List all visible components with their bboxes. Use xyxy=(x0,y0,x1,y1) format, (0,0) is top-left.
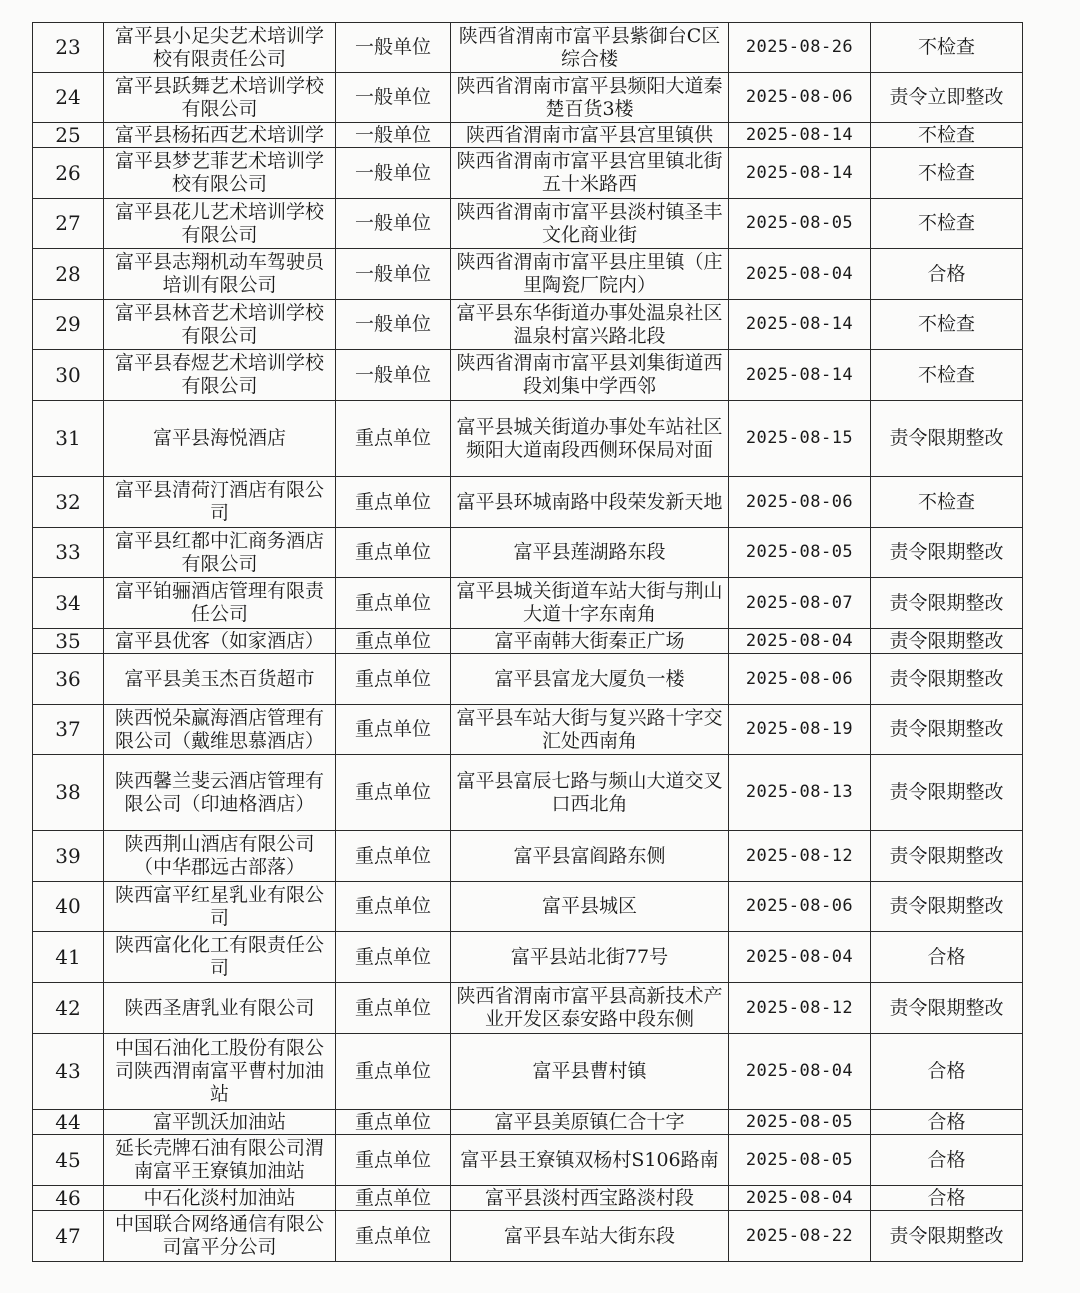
table-body xyxy=(33,23,1023,1262)
table-row xyxy=(33,629,1023,654)
inspection-result: 合格 xyxy=(871,1034,1023,1110)
unit-address: 陕西省渭南市富平县刘集街道西段刘集中学西邻 xyxy=(451,350,729,401)
unit-name: 陕西悦朵赢海酒店管理有限公司（戴维思慕酒店） xyxy=(104,705,336,755)
unit-name: 富平县林音艺术培训学校有限公司 xyxy=(104,300,336,350)
unit-name: 陕西富平红星乳业有限公司 xyxy=(104,882,336,932)
inspection-date: 2025-08-04 xyxy=(729,932,871,983)
unit-address: 富平县淡村西宝路淡村段 xyxy=(451,1186,729,1211)
unit-level: 一般单位 xyxy=(336,123,451,148)
inspection-date: 2025-08-26 xyxy=(729,23,871,73)
unit-address: 富平县富龙大厦负一楼 xyxy=(451,654,729,705)
inspection-result: 合格 xyxy=(871,1110,1023,1135)
unit-level: 一般单位 xyxy=(336,148,451,199)
inspection-date: 2025-08-14 xyxy=(729,123,871,148)
unit-address: 富平县富辰七路与频山大道交叉口西北角 xyxy=(451,755,729,831)
unit-name: 富平县清荷汀酒店有限公司 xyxy=(104,477,336,528)
unit-level: 一般单位 xyxy=(336,300,451,350)
inspection-date: 2025-08-15 xyxy=(729,401,871,477)
unit-level: 一般单位 xyxy=(336,199,451,249)
table-row xyxy=(33,578,1023,629)
inspection-date: 2025-08-06 xyxy=(729,654,871,705)
unit-name: 陕西荆山酒店有限公司（中华郡远古部落） xyxy=(104,831,336,882)
row-number: 44 xyxy=(33,1110,104,1135)
table-row xyxy=(33,528,1023,578)
unit-address: 陕西省渭南市富平县频阳大道秦楚百货3楼 xyxy=(451,73,729,123)
inspection-date: 2025-08-12 xyxy=(729,983,871,1034)
table-row xyxy=(33,249,1023,300)
inspection-date: 2025-08-19 xyxy=(729,705,871,755)
unit-name: 陕西馨兰斐云酒店管理有限公司（印迪格酒店） xyxy=(104,755,336,831)
unit-address: 富平县美原镇仁合十字 xyxy=(451,1110,729,1135)
unit-address: 富平县王寮镇双杨村S106路南 xyxy=(451,1135,729,1186)
inspection-date: 2025-08-05 xyxy=(729,1135,871,1186)
table-row xyxy=(33,477,1023,528)
row-number: 39 xyxy=(33,831,104,882)
unit-level: 重点单位 xyxy=(336,983,451,1034)
table-row xyxy=(33,932,1023,983)
unit-name: 富平县杨拓西艺术培训学 xyxy=(104,123,336,148)
unit-level: 重点单位 xyxy=(336,401,451,477)
table-row xyxy=(33,123,1023,148)
row-number: 41 xyxy=(33,932,104,983)
unit-address: 富平县曹村镇 xyxy=(451,1034,729,1110)
table-row xyxy=(33,755,1023,831)
unit-name: 陕西圣唐乳业有限公司 xyxy=(104,983,336,1034)
inspection-records-table xyxy=(32,22,1023,1262)
row-number: 38 xyxy=(33,755,104,831)
inspection-result: 不检查 xyxy=(871,199,1023,249)
unit-address: 富平县城关街道车站大街与荆山大道十字东南角 xyxy=(451,578,729,629)
unit-address: 陕西省渭南市富平县宫里镇供 xyxy=(451,123,729,148)
table-row xyxy=(33,831,1023,882)
unit-name: 富平县跃舞艺术培训学校有限公司 xyxy=(104,73,336,123)
unit-address: 富平县东华街道办事处温泉社区温泉村富兴路北段 xyxy=(451,300,729,350)
inspection-date: 2025-08-13 xyxy=(729,755,871,831)
unit-name: 富平铂骊酒店管理有限责任公司 xyxy=(104,578,336,629)
unit-name: 富平县春煜艺术培训学校有限公司 xyxy=(104,350,336,401)
unit-name: 富平县花儿艺术培训学校有限公司 xyxy=(104,199,336,249)
table-row xyxy=(33,23,1023,73)
table-row xyxy=(33,199,1023,249)
inspection-result: 合格 xyxy=(871,249,1023,300)
unit-level: 重点单位 xyxy=(336,831,451,882)
row-number: 35 xyxy=(33,629,104,654)
unit-level: 重点单位 xyxy=(336,1211,451,1262)
unit-level: 重点单位 xyxy=(336,654,451,705)
row-number: 46 xyxy=(33,1186,104,1211)
unit-address: 富平县车站大街与复兴路十字交汇处西南角 xyxy=(451,705,729,755)
row-number: 40 xyxy=(33,882,104,932)
inspection-result: 责令限期整改 xyxy=(871,983,1023,1034)
inspection-date: 2025-08-04 xyxy=(729,1034,871,1110)
inspection-result: 责令限期整改 xyxy=(871,1211,1023,1262)
unit-name: 富平凯沃加油站 xyxy=(104,1110,336,1135)
row-number: 45 xyxy=(33,1135,104,1186)
unit-address: 陕西省渭南市富平县紫御台C区综合楼 xyxy=(451,23,729,73)
inspection-result: 合格 xyxy=(871,932,1023,983)
row-number: 27 xyxy=(33,199,104,249)
unit-address: 陕西省渭南市富平县高新技术产业开发区泰安路中段东侧 xyxy=(451,983,729,1034)
table-row xyxy=(33,350,1023,401)
inspection-date: 2025-08-05 xyxy=(729,199,871,249)
inspection-result: 责令限期整改 xyxy=(871,882,1023,932)
inspection-result: 不检查 xyxy=(871,23,1023,73)
table-row xyxy=(33,300,1023,350)
row-number: 23 xyxy=(33,23,104,73)
inspection-result: 不检查 xyxy=(871,350,1023,401)
unit-name: 中国石油化工股份有限公司陕西渭南富平曹村加油站 xyxy=(104,1034,336,1110)
inspection-result: 责令限期整改 xyxy=(871,705,1023,755)
inspection-result: 不检查 xyxy=(871,300,1023,350)
row-number: 25 xyxy=(33,123,104,148)
inspection-result: 合格 xyxy=(871,1135,1023,1186)
unit-address: 富平县富阎路东侧 xyxy=(451,831,729,882)
inspection-result: 责令限期整改 xyxy=(871,629,1023,654)
inspection-result: 责令立即整改 xyxy=(871,73,1023,123)
unit-address: 富平县车站大街东段 xyxy=(451,1211,729,1262)
unit-level: 重点单位 xyxy=(336,477,451,528)
unit-level: 重点单位 xyxy=(336,882,451,932)
unit-name: 富平县小足尖艺术培训学校有限责任公司 xyxy=(104,23,336,73)
inspection-result: 不检查 xyxy=(871,477,1023,528)
table-row xyxy=(33,654,1023,705)
unit-level: 重点单位 xyxy=(336,932,451,983)
inspection-date: 2025-08-04 xyxy=(729,249,871,300)
unit-name: 富平县优客（如家酒店） xyxy=(104,629,336,654)
unit-level: 重点单位 xyxy=(336,755,451,831)
inspection-result: 合格 xyxy=(871,1186,1023,1211)
inspection-result: 不检查 xyxy=(871,148,1023,199)
unit-level: 重点单位 xyxy=(336,528,451,578)
row-number: 32 xyxy=(33,477,104,528)
unit-name: 富平县海悦酒店 xyxy=(104,401,336,477)
unit-level: 一般单位 xyxy=(336,23,451,73)
table-row xyxy=(33,983,1023,1034)
inspection-date: 2025-08-06 xyxy=(729,477,871,528)
unit-level: 一般单位 xyxy=(336,350,451,401)
row-number: 47 xyxy=(33,1211,104,1262)
inspection-result: 责令限期整改 xyxy=(871,401,1023,477)
row-number: 36 xyxy=(33,654,104,705)
inspection-date: 2025-08-07 xyxy=(729,578,871,629)
table-row xyxy=(33,148,1023,199)
unit-name: 富平县红都中汇商务酒店有限公司 xyxy=(104,528,336,578)
row-number: 26 xyxy=(33,148,104,199)
row-number: 29 xyxy=(33,300,104,350)
unit-name: 陕西富化化工有限责任公司 xyxy=(104,932,336,983)
unit-level: 重点单位 xyxy=(336,1135,451,1186)
row-number: 31 xyxy=(33,401,104,477)
unit-address: 富平县城关街道办事处车站社区频阳大道南段西侧环保局对面 xyxy=(451,401,729,477)
table-row xyxy=(33,705,1023,755)
row-number: 24 xyxy=(33,73,104,123)
inspection-result: 责令限期整改 xyxy=(871,528,1023,578)
row-number: 37 xyxy=(33,705,104,755)
table-row xyxy=(33,1211,1023,1262)
inspection-result: 责令限期整改 xyxy=(871,831,1023,882)
row-number: 33 xyxy=(33,528,104,578)
unit-address: 富平县城区 xyxy=(451,882,729,932)
table-row xyxy=(33,1135,1023,1186)
inspection-date: 2025-08-22 xyxy=(729,1211,871,1262)
unit-level: 重点单位 xyxy=(336,705,451,755)
inspection-result: 不检查 xyxy=(871,123,1023,148)
inspection-date: 2025-08-14 xyxy=(729,148,871,199)
inspection-result: 责令限期整改 xyxy=(871,578,1023,629)
unit-level: 一般单位 xyxy=(336,249,451,300)
inspection-date: 2025-08-06 xyxy=(729,73,871,123)
inspection-date: 2025-08-04 xyxy=(729,1186,871,1211)
unit-name: 富平县志翔机动车驾驶员培训有限公司 xyxy=(104,249,336,300)
unit-level: 重点单位 xyxy=(336,578,451,629)
table-row xyxy=(33,401,1023,477)
inspection-result: 责令限期整改 xyxy=(871,654,1023,705)
unit-address: 富平县环城南路中段荣发新天地 xyxy=(451,477,729,528)
inspection-date: 2025-08-04 xyxy=(729,629,871,654)
inspection-date: 2025-08-14 xyxy=(729,300,871,350)
table-row xyxy=(33,1186,1023,1211)
unit-address: 富平县站北街77号 xyxy=(451,932,729,983)
row-number: 42 xyxy=(33,983,104,1034)
unit-level: 重点单位 xyxy=(336,629,451,654)
inspection-date: 2025-08-14 xyxy=(729,350,871,401)
unit-name: 中石化淡村加油站 xyxy=(104,1186,336,1211)
unit-address: 陕西省渭南市富平县宫里镇北街五十米路西 xyxy=(451,148,729,199)
unit-level: 一般单位 xyxy=(336,73,451,123)
inspection-result: 责令限期整改 xyxy=(871,755,1023,831)
unit-name: 中国联合网络通信有限公司富平分公司 xyxy=(104,1211,336,1262)
unit-address: 陕西省渭南市富平县淡村镇圣丰文化商业街 xyxy=(451,199,729,249)
inspection-date: 2025-08-06 xyxy=(729,882,871,932)
row-number: 43 xyxy=(33,1034,104,1110)
unit-level: 重点单位 xyxy=(336,1034,451,1110)
unit-level: 重点单位 xyxy=(336,1110,451,1135)
table-row xyxy=(33,882,1023,932)
unit-level: 重点单位 xyxy=(336,1186,451,1211)
inspection-date: 2025-08-05 xyxy=(729,528,871,578)
unit-name: 延长壳牌石油有限公司渭南富平王寮镇加油站 xyxy=(104,1135,336,1186)
unit-name: 富平县美玉杰百货超市 xyxy=(104,654,336,705)
unit-name: 富平县梦艺菲艺术培训学校有限公司 xyxy=(104,148,336,199)
row-number: 28 xyxy=(33,249,104,300)
table-row xyxy=(33,73,1023,123)
unit-address: 陕西省渭南市富平县庄里镇（庄里陶瓷厂院内） xyxy=(451,249,729,300)
unit-address: 富平南韩大街秦正广场 xyxy=(451,629,729,654)
inspection-date: 2025-08-05 xyxy=(729,1110,871,1135)
row-number: 30 xyxy=(33,350,104,401)
table-row xyxy=(33,1034,1023,1110)
table-row xyxy=(33,1110,1023,1135)
unit-address: 富平县莲湖路东段 xyxy=(451,528,729,578)
row-number: 34 xyxy=(33,578,104,629)
inspection-date: 2025-08-12 xyxy=(729,831,871,882)
